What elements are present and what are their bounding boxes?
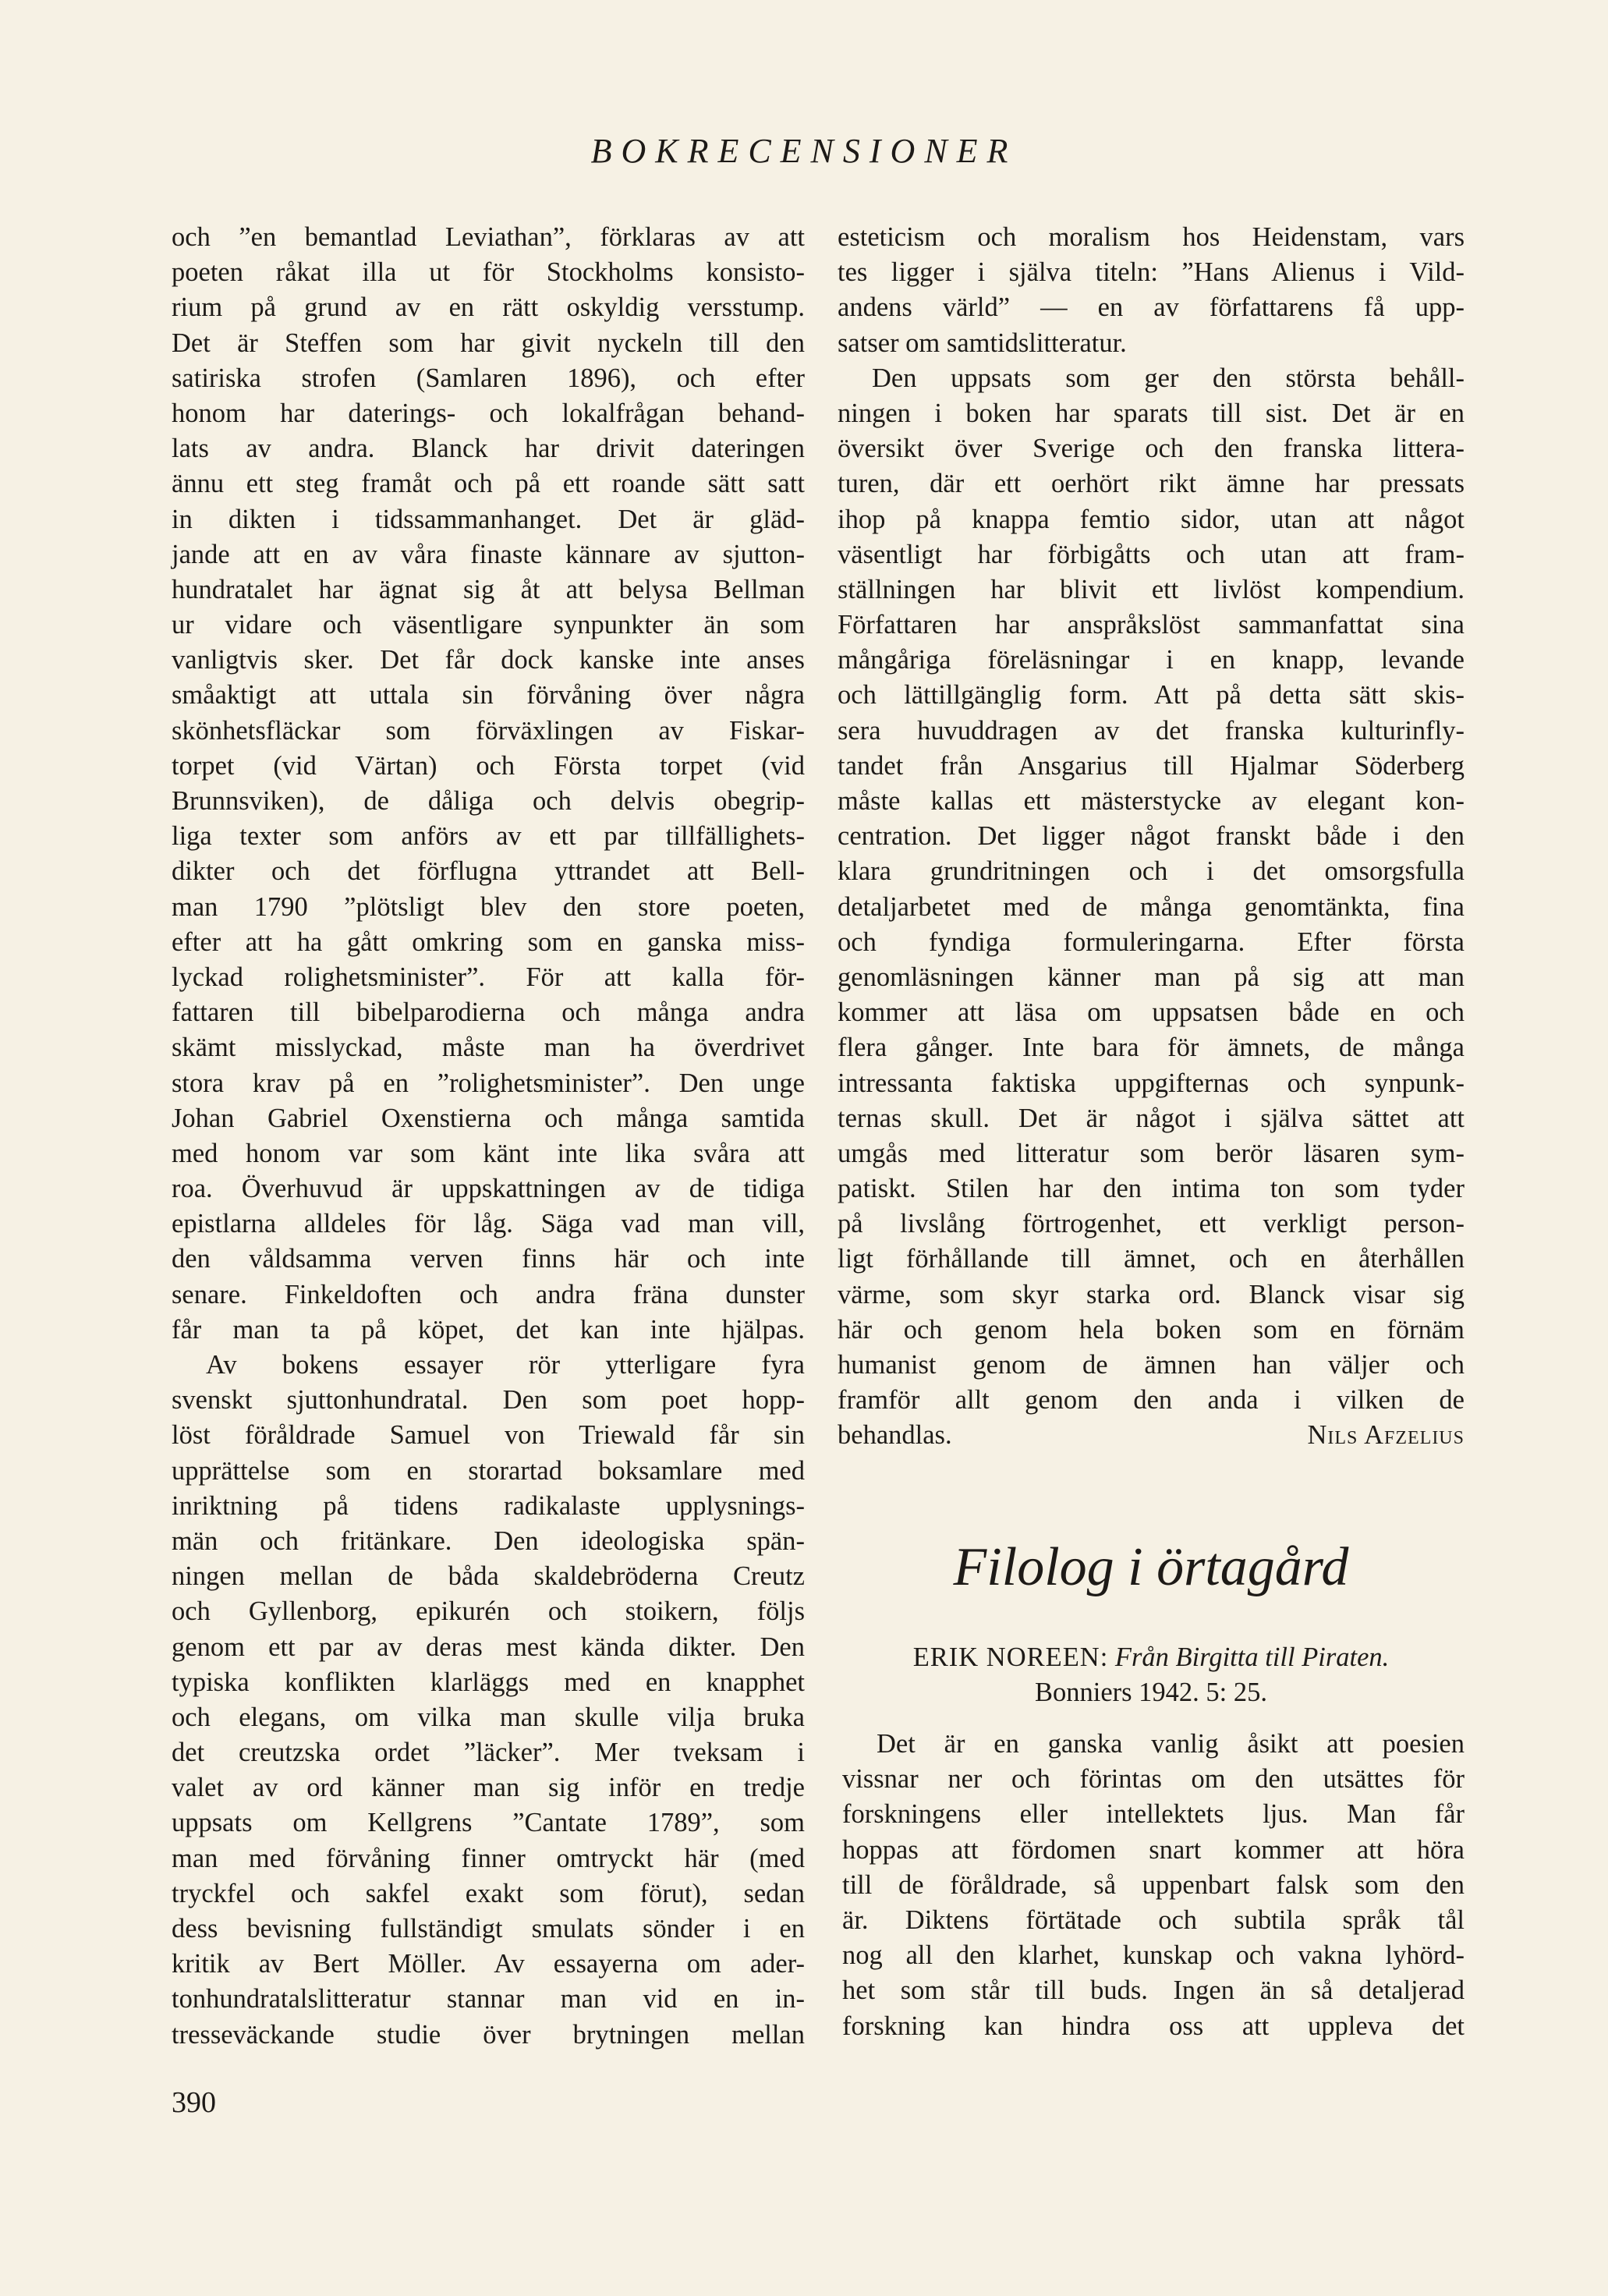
text-line: in dikten i tidssammanhanget. Det är gläd- (172, 504, 805, 534)
text-line: stora krav på en ”rolighetsminister”. Den unge (172, 1068, 805, 1098)
text-line: kritik av Bert Möller. Av essayerna om ader- (172, 1949, 805, 1979)
text-line: Brunnsviken), de dåliga och delvis obegrip- (172, 786, 805, 816)
publisher-line: Bonniers 1942. 5: 25. (1034, 1678, 1268, 1707)
text-line: typiska konflikten klarläggs med en knapphet (172, 1667, 805, 1697)
text-line: centration. Det ligger något franskt både i den (838, 821, 1465, 852)
text-line: efter att ha gått omkring som en ganska miss- (172, 927, 805, 957)
text-line: ternas skull. Det är något i själva sättet att (838, 1103, 1465, 1133)
text-line: patiskt. Stilen har den intima ton som tyder (838, 1174, 1465, 1204)
article-title: Filolog i örtagård (953, 1537, 1349, 1597)
text-line: tandet från Ansgarius till Hjalmar Söderberg (838, 750, 1465, 781)
text-line: den våldsamma verven finns här och inte (172, 1244, 805, 1274)
text-line: och Gyllenborg, epikurén och stoikern, följs (172, 1596, 805, 1627)
text-line: rium på grund av en rätt oskyldig versstump. (172, 292, 805, 323)
text-line: jande att en av våra finaste kännare av sjutton- (172, 539, 805, 569)
text-line: behandlas. (838, 1420, 952, 1451)
text-line: forskningens eller intellektets ljus. Man får (842, 1799, 1465, 1830)
text-line: Det är en ganska vanlig åsikt att poesien (877, 1729, 1465, 1759)
text-line: honom har daterings- och lokalfrågan behand- (172, 398, 805, 428)
text-line: satser om samtidslitteratur. (838, 328, 1127, 358)
article-body (842, 1727, 1465, 2044)
text-line: esteticism och moralism hos Heidenstam, vars (838, 222, 1465, 252)
text-line: översikt över Sverige och den franska littera- (838, 434, 1465, 464)
text-line: tes ligger i själva titeln: ”Hans Alienus i Vild- (838, 257, 1465, 288)
text-line: småaktigt att uttala sin förvåning över några (172, 680, 805, 710)
text-line: man med förvåning finner omtryckt här (med (172, 1843, 805, 1873)
text-line: det creutzska ordet ”läcker”. Mer tveksam i (172, 1738, 805, 1768)
text-line: roa. Överhuvud är uppskattningen av de tidiga (172, 1174, 805, 1204)
text-line: lyckad rolighetsminister”. För att kalla för- (172, 962, 805, 992)
text-line: Det är Steffen som har givit nyckeln till den (172, 328, 805, 358)
text-line: humanist genom de ämnen han väljer och (838, 1350, 1465, 1380)
text-line: dess bevisning fullständigt smulats sönder i en (172, 1914, 805, 1943)
text-line: uppsats om Kellgrens ”Cantate 1789”, som (172, 1808, 805, 1838)
text-line: tonhundratalslitteratur stannar man vid en in- (172, 1984, 805, 2014)
text-line: hundratalet har ägnat sig åt att belysa Bellman (172, 574, 805, 604)
left-column (172, 220, 805, 2053)
text-line: torpet (vid Värtan) och Första torpet (vid (172, 750, 805, 781)
text-line: hoppas att fördomen snart kommer att höra (842, 1834, 1465, 1865)
text-line: måste kallas ett mästerstycke av elegant kon- (838, 786, 1465, 816)
book-title: Från Birgitta till Piraten. (1114, 1642, 1390, 1672)
text-line: forskning kan hindra oss att uppleva det (842, 2011, 1465, 2041)
text-line: ställningen har blivit ett livlöst kompendium. (838, 574, 1465, 604)
text-line: poeten råkat illa ut för Stockholms konsisto- (172, 257, 805, 288)
text-line: skönhetsfläckar som förväxlingen av Fiskar- (172, 715, 805, 746)
text-line: valet av ord känner man sig inför en tredje (172, 1773, 805, 1803)
text-line: Johan Gabriel Oxenstierna och många samtida (172, 1103, 805, 1133)
text-line: här och genom hela boken som en förnäm (838, 1314, 1465, 1345)
text-line: värme, som skyr starka ord. Blanck visar sig (838, 1279, 1465, 1309)
text-line: liga texter som anförs av ett par tillfällighets- (172, 821, 805, 852)
text-line: klara grundritningen och i det omsorgsfulla (838, 856, 1465, 887)
text-line: män och fritänkare. Den ideologiska spän- (172, 1525, 805, 1556)
text-line: sera huvuddragen av det franska kulturinfly- (838, 715, 1465, 746)
text-line: intressanta faktiska uppgifternas och synpunk- (838, 1068, 1465, 1098)
text-line: vissnar ner och förintas om den utsättes för (842, 1764, 1465, 1795)
text-line: man 1790 ”plötsligt blev den store poeten, (172, 891, 805, 922)
text-line: fattaren till bibelparodierna och många andra (172, 997, 805, 1028)
text-line: vanligtvis sker. Det får dock kanske inte anses (172, 645, 805, 675)
text-line: Av bokens essayer rör ytterligare fyra (206, 1350, 805, 1380)
text-line: väsentligt har förbigåtts och utan att fram- (838, 539, 1465, 569)
text-line: skämt misslyckad, måste man ha överdrivet (172, 1033, 805, 1063)
text-line: får man ta på köpet, det kan inte hjälpas. (172, 1314, 805, 1345)
text-line: turen, där ett oerhört rikt ämne har pressats (838, 469, 1465, 499)
text-line: upprättelse som en storartad boksamlare med (172, 1455, 805, 1486)
text-line: detaljarbetet med de många genomtänkta, fina (838, 891, 1465, 922)
text-line: och ”en bemantlad Leviathan”, förklaras av att (172, 222, 805, 252)
text-line: dikter och det förflugna yttrandet att Bell- (172, 856, 805, 887)
text-line: nog all den klarhet, kunskap och vakna lyhörd- (842, 1940, 1465, 1971)
running-head: BOKRECENSIONER (590, 132, 1018, 170)
text-line: satiriska strofen (Samlaren 1896), och efter (172, 363, 805, 393)
text-line: är. Diktens förtätade och subtila språk tål (842, 1904, 1465, 1935)
text-line: flera gånger. Inte bara för ämnets, de många (838, 1033, 1465, 1063)
page-number: 390 (172, 2086, 216, 2119)
text-line: löst föråldrade Samuel von Triewald får sin (172, 1420, 805, 1451)
text-line: svenskt sjuttonhundratal. Den som poet hopp- (172, 1385, 805, 1416)
text-line: framför allt genom den anda i vilken de (838, 1385, 1465, 1416)
text-line: tresseväckande studie över brytningen mellan (172, 2019, 805, 2050)
text-line: kommer att läsa om uppsatsen både en och (838, 997, 1465, 1028)
text-line: Författaren har anspråkslöst sammanfattat sina (838, 610, 1465, 640)
author-signature: Nils Afzelius (1307, 1420, 1465, 1451)
text-line: genom ett par av deras mest kända dikter. Den (172, 1632, 805, 1662)
text-line: med honom var som känt inte lika svåra att (172, 1138, 805, 1168)
text-line: senare. Finkeldoften och andra fräna dunster (172, 1279, 805, 1309)
last-line-with-signature (838, 1418, 1465, 1453)
text-line: och lättillgänglig form. Att på detta sätt skis- (838, 680, 1465, 710)
text-line: och elegans, om vilka man skulle vilja bruka (172, 1702, 805, 1732)
book-author: ERIK NOREEN: (912, 1642, 1109, 1672)
text-line: till de föråldrade, så uppenbart falsk som den (842, 1869, 1465, 1900)
book-byline (838, 1640, 1465, 1710)
text-line: genomläsningen känner man på sig att man (838, 962, 1465, 992)
text-line: tryckfel och sakfel exakt som förut), sedan (172, 1878, 805, 1908)
right-column (838, 220, 1465, 1454)
text-line: lats av andra. Blanck har drivit dateringen (172, 434, 805, 464)
text-line: andens värld” — en av författarens få upp- (838, 292, 1465, 323)
text-line: ännu ett steg framåt och på ett roande sätt satt (172, 469, 805, 499)
text-line: het som står till buds. Ingen än så detaljerad (842, 1975, 1465, 2006)
text-line: ur vidare och väsentligare synpunkter än som (172, 610, 805, 640)
text-line: mångåriga föreläsningar i en knapp, levande (838, 645, 1465, 675)
text-line: på livslång förtrogenhet, ett verkligt person- (838, 1209, 1465, 1239)
text-line: epistlarna alldeles för låg. Säga vad man vill, (172, 1209, 805, 1239)
text-line: inriktning på tidens radikalaste upplysnings- (172, 1490, 805, 1521)
text-line: Den uppsats som ger den största behåll- (872, 363, 1465, 393)
text-line: ningen i boken har sparats till sist. Det är en (838, 398, 1465, 428)
text-line: ligt förhållande till ämnet, och en återhållen (838, 1244, 1465, 1274)
text-line: ningen mellan de båda skaldebröderna Creutz (172, 1561, 805, 1592)
text-line: umgås med litteratur som berör läsaren sym- (838, 1138, 1465, 1168)
text-line: ihop på knappa femtio sidor, utan att något (838, 504, 1465, 534)
text-line: och fyndiga formuleringarna. Efter första (838, 927, 1465, 957)
